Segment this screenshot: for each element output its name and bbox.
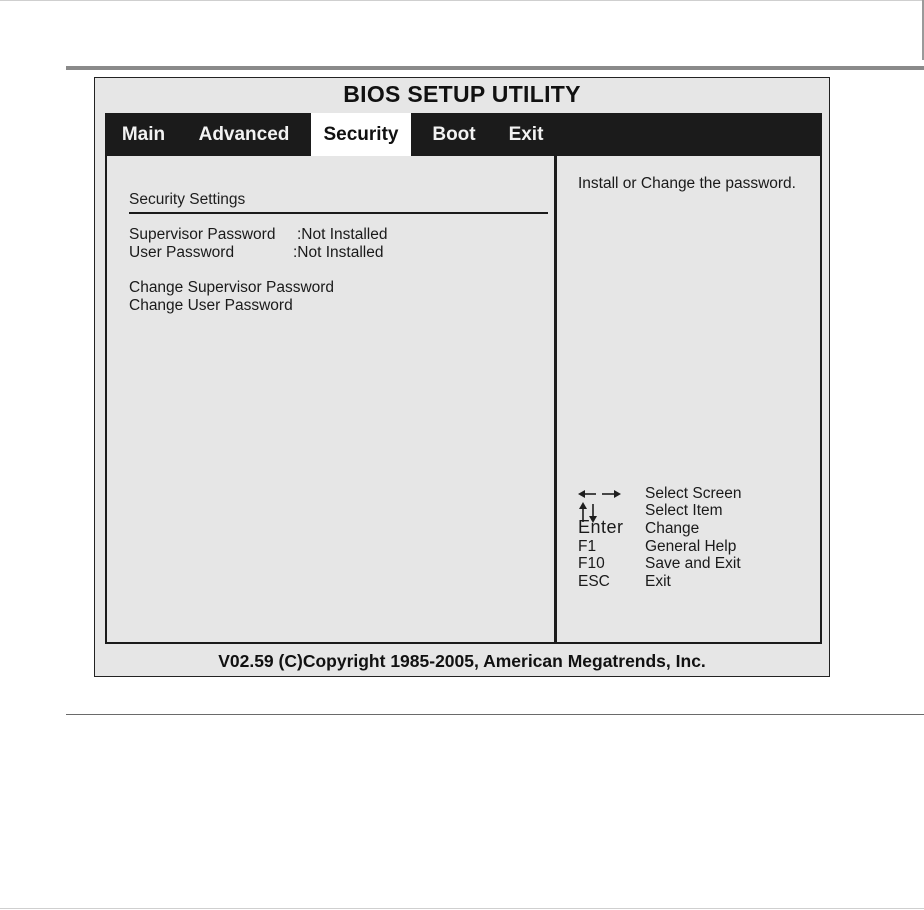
key-description: Save and Exit [645,555,741,572]
bios-title: BIOS SETUP UTILITY [343,81,581,107]
panel-divider [554,156,557,642]
section-underline [129,212,548,214]
tab-boot[interactable]: Boot [432,124,476,145]
change-supervisor-password-item[interactable]: Change Supervisor Password [129,279,335,296]
help-text: Install or Change the password. [578,175,796,192]
key-description: Select Screen [645,485,742,502]
menu-bar [105,113,822,156]
change-user-password-item[interactable]: Change User Password [129,297,293,314]
section-title: Security Settings [129,191,246,208]
left-right-arrows-icon [578,488,622,500]
bottom-divider [66,714,924,715]
tab-exit[interactable]: Exit [508,124,544,145]
key-description: Exit [645,573,671,590]
top-divider [0,0,924,1]
key-description: Change [645,520,700,537]
setting-value: :Not Installed [297,226,388,243]
bios-window [94,77,830,677]
key-description: General Help [645,538,737,555]
key-description: Select Item [645,502,723,519]
setting-value: :Not Installed [293,244,384,261]
tab-advanced[interactable]: Advanced [198,124,290,145]
key-label: F10 [578,555,605,572]
content-panel [105,156,822,644]
tab-security[interactable]: Security [311,113,411,156]
key-label: F1 [578,538,597,555]
setting-label: User Password [129,244,235,261]
page-bottom-rule [0,908,924,909]
header-divider [66,66,924,70]
setting-label: Supervisor Password [129,226,276,243]
tab-main[interactable]: Main [121,124,166,145]
copyright-footer: V02.59 (C)Copyright 1985-2005, American Megatrends, Inc. [218,651,706,671]
key-label: ESC [578,573,610,590]
key-label: Enter [578,517,624,537]
